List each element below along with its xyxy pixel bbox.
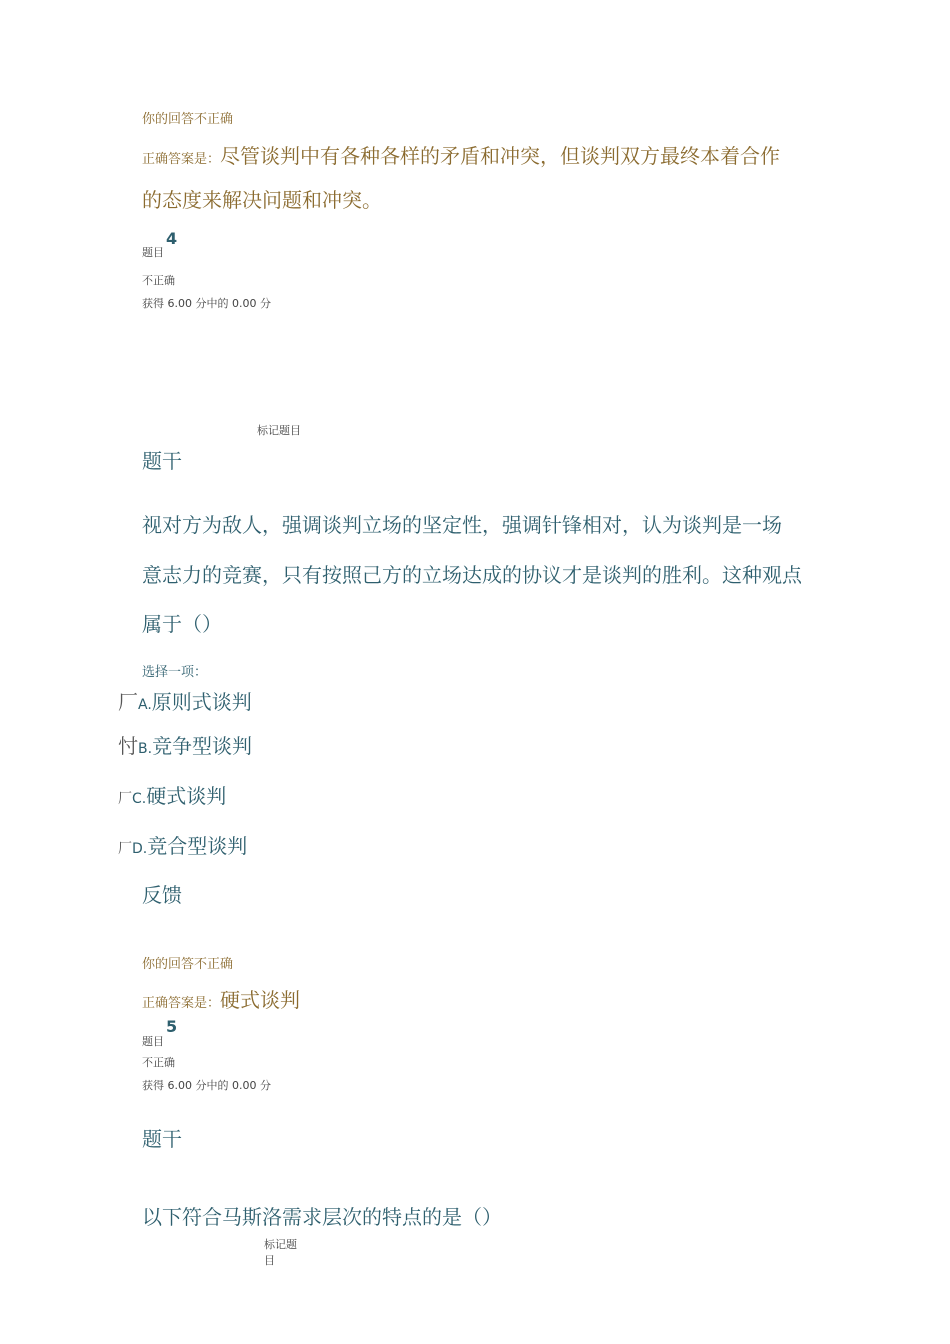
q5-flag-text-line2: 目 [264,1254,275,1267]
q5-score: 获得 6.00 分中的 0.00 分 [142,1079,271,1092]
q4-choose-label: 选择一项： [142,665,208,680]
q5-number: 5 [166,1017,178,1036]
option-text: 原则式谈判 [151,690,252,714]
q5-flag-text-line1: 标记题 [264,1238,297,1251]
q4-option-a[interactable] [118,686,252,715]
q5-flag-link[interactable] [264,1236,297,1268]
radio-icon[interactable]: 忖 [118,734,138,758]
q4-stem-heading: 题干 [142,449,182,473]
q3-answer-text-line2: 的态度来解决问题和冲突。 [142,188,382,212]
option-letter: B. [138,741,153,757]
q4-status: 不正确 [142,274,175,287]
q4-score: 获得 6.00 分中的 0.00 分 [142,297,271,310]
option-text: 竞争型谈判 [152,734,253,758]
q4-number: 4 [166,229,178,248]
option-text: 硬式谈判 [146,784,227,808]
option-text: 竞合型谈判 [147,834,248,858]
option-letter: D. [132,841,148,857]
q4-correct-answer [142,984,300,1013]
radio-icon[interactable]: 厂 [118,690,138,714]
q4-feedback-status: 你的回答不正确 [142,957,234,972]
q4-answer-label: 正确答案是： [142,996,221,1011]
q4-stem-line: 视对方为敌人，强调谈判立场的坚定性，强调针锋相对，认为谈判是一场 [142,513,782,537]
q4-answer-text: 硬式谈判 [220,988,301,1012]
radio-icon[interactable]: 厂 [118,841,132,857]
q3-answer-text-line1: 尽管谈判中有各种各样的矛盾和冲突，但谈判双方最终本着合作 [220,144,781,168]
q4-option-b[interactable] [118,730,252,759]
option-letter: C. [132,791,147,807]
q4-option-c[interactable] [118,780,226,809]
q5-stem: 以下符合马斯洛需求层次的特点的是（） [142,1205,502,1229]
radio-icon[interactable]: 厂 [118,791,132,807]
q4-stem-line: 意志力的竞赛，只有按照己方的立场达成的协议才是谈判的胜利。这种观点 [142,563,802,587]
q3-correct-answer [142,140,780,169]
q4-option-d[interactable] [118,830,247,859]
q4-label: 题目 [142,246,164,259]
q4-feedback-heading: 反馈 [142,883,182,907]
q5-status: 不正确 [142,1056,175,1069]
q3-answer-label: 正确答案是： [142,152,221,167]
q5-label: 题目 [142,1035,164,1048]
q5-stem-heading: 题干 [142,1127,182,1151]
q3-feedback-status: 你的回答不正确 [142,112,234,127]
q4-stem-line: 属于（） [142,612,222,636]
q4-flag-link[interactable]: 标记题目 [257,424,301,437]
option-letter: A. [138,697,152,713]
